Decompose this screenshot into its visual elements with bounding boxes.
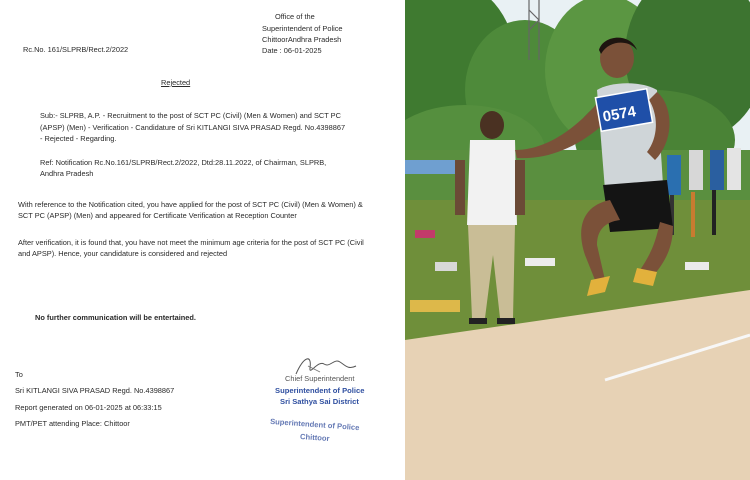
stamp-sp-line-1: Superintendent of Police — [275, 386, 365, 395]
para2-line-1: After verification, it is found that, you have not meet the minimum age criteria for the post of SCT PC (Civil — [18, 238, 364, 247]
office-line-1: Office of the — [275, 12, 315, 21]
long-jump-photo — [405, 0, 750, 480]
stamp-sp-line-2: Sri Sathya Sai District — [280, 397, 359, 406]
subject-line-2: (APSP) (Men) - Verification - Candidature of Sri KITLANGI SIVA PRASAD Regd. No.4398867 — [40, 123, 346, 132]
report-generated: Report generated on 06-01-2025 at 06:33:15 — [15, 403, 162, 412]
para1-line-2: SCT PC (APSP) (Men) and appeared for Certificate Verification at Reception Counter — [18, 211, 297, 220]
attending-place: PMT/PET attending Place: Chittoor — [15, 419, 130, 428]
photo-scene — [405, 0, 750, 480]
subject-line-1: Sub:- SLPRB, A.P. - Recruitment to the post of SCT PC (Civil) (Men & Women) and SCT PC — [40, 111, 341, 120]
office-line-3: ChittoorAndhra Pradesh — [262, 35, 342, 44]
ref-line-2: Andhra Pradesh — [40, 169, 94, 178]
stamp-chittoor-line-2: Chittoor — [299, 431, 330, 444]
para1-line-1: With reference to the Notification cited, you have applied for the post of SCT PC (Civil) (Men & Women) & — [18, 200, 363, 209]
para2-line-2: and APSP). Hence, your candidature is considered and rejected — [18, 249, 228, 258]
addressee: Sri KITLANGI SIVA PRASAD Regd. No.4398867 — [15, 386, 175, 395]
bib-number: 0574 — [601, 103, 638, 126]
no-further-communication: No further communication will be entertained. — [35, 313, 196, 322]
stamp-chittoor-line-1: Superintendent of Police — [269, 416, 360, 433]
subject-line-3: - Rejected - Regarding. — [40, 134, 117, 143]
office-line-2: Superintendent of Police — [262, 24, 343, 33]
ref-line-1: Ref: Notification Rc.No.161/SLPRB/Rect.2/2022, Dtd:28.11.2022, of Chairman, SLPRB, — [40, 158, 327, 167]
letter-date: Date : 06-01-2025 — [262, 46, 322, 55]
to-label: To — [15, 370, 23, 379]
status-heading: Rejected — [161, 78, 191, 87]
reference-number: Rc.No. 161/SLPRB/Rect.2/2022 — [23, 45, 129, 54]
chief-superintendent-label: Chief Superintendent — [285, 374, 355, 383]
